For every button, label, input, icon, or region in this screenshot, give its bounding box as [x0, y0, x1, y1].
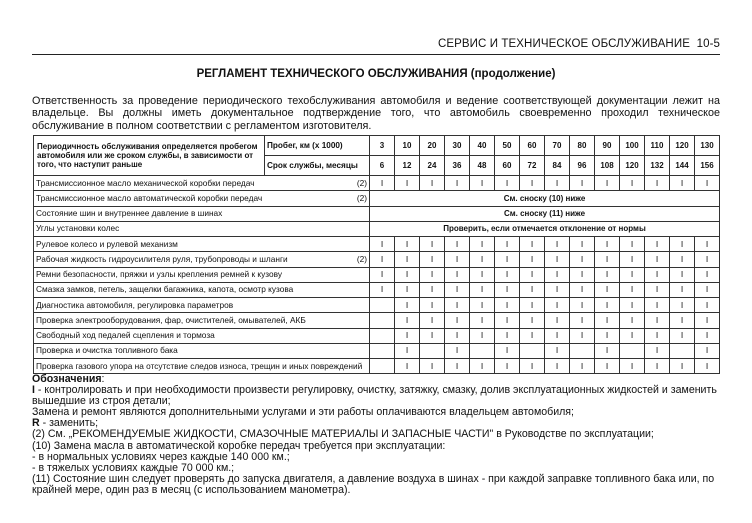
mark-cell: I — [570, 298, 595, 313]
legend-i-line — [32, 385, 722, 407]
months-value: 84 — [545, 156, 570, 176]
mark-cell: I — [570, 313, 595, 328]
operation-name: Свободный ход педалей сцепления и тормоза — [36, 330, 215, 341]
mark-cell: I — [445, 252, 470, 267]
mark-cell: I — [695, 176, 720, 191]
mark-cell: I — [470, 252, 495, 267]
mark-cell: I — [620, 237, 645, 252]
mark-cell: I — [520, 282, 545, 297]
mark-cell: I — [570, 237, 595, 252]
mark-cell: I — [445, 267, 470, 282]
mark-cell: I — [545, 328, 570, 343]
table-row — [34, 191, 720, 206]
mark-cell — [520, 343, 545, 358]
legend-i-text: - контролировать и при необходимости произвести регулировку, очистку, затяжку, смазку, долив эксплуатационных жидкостей и заменить вышедшие из строя детали; — [32, 384, 717, 408]
mark-cell: I — [445, 298, 470, 313]
mark-cell: I — [545, 267, 570, 282]
legend-line2: Замена и ремонт являются дополнительными услугами и эти работы оплачиваются владельцем автомобиля; — [32, 406, 574, 419]
mark-cell: I — [395, 359, 420, 374]
table-row — [34, 282, 720, 297]
mark-cell: I — [370, 267, 395, 282]
mark-cell: I — [395, 176, 420, 191]
mark-cell: I — [520, 267, 545, 282]
mark-cell: I — [670, 328, 695, 343]
mark-cell — [370, 359, 395, 374]
mark-cell — [370, 313, 395, 328]
operation-name: Рулевое колесо и рулевой механизм — [36, 238, 178, 249]
mark-cell: I — [395, 328, 420, 343]
mark-cell: I — [545, 237, 570, 252]
months-value: 6 — [370, 156, 395, 176]
operation-cell-content — [36, 253, 367, 266]
mark-cell: I — [620, 282, 645, 297]
legend-title-colon: : — [101, 373, 105, 385]
mark-cell: I — [395, 298, 420, 313]
mileage-value: 60 — [520, 136, 545, 156]
mark-cell: I — [645, 343, 670, 358]
table-row — [34, 359, 720, 374]
operation-name: Проверка и очистка топливного бака — [36, 345, 178, 356]
mark-cell: I — [445, 237, 470, 252]
mark-cell: I — [420, 313, 445, 328]
mileage-value: 40 — [470, 136, 495, 156]
months-value: 72 — [520, 156, 545, 176]
operation-cell-content — [36, 299, 367, 312]
mark-cell: I — [520, 237, 545, 252]
mark-cell: I — [695, 328, 720, 343]
months-value: 144 — [670, 156, 695, 176]
operation-cell-content — [36, 360, 367, 373]
mark-cell: I — [595, 359, 620, 374]
page-header — [32, 38, 720, 55]
mark-cell: I — [470, 359, 495, 374]
mark-cell: I — [370, 176, 395, 191]
legend-note-2: (2) См. „РЕКОМЕНДУЕМЫЕ ЖИДКОСТИ, СМАЗОЧНЫЕ МАТЕРИАЛЫ И ЗАПАСНЫЕ ЧАСТИ" в Руководстве по эксплуатации; — [32, 428, 654, 441]
operation-name: Проверка газового упора на отсутствие следов износа, трещин и иных повреждений — [36, 360, 363, 371]
operation-cell — [34, 343, 370, 358]
operation-cell-content — [36, 268, 367, 281]
mark-cell: I — [695, 359, 720, 374]
mark-cell: I — [370, 237, 395, 252]
mark-cell: I — [395, 282, 420, 297]
span-note-cell: Проверить, если отмечается отклонение от нормы — [370, 221, 720, 236]
mark-cell: I — [570, 176, 595, 191]
mark-cell: I — [545, 343, 570, 358]
months-value: 132 — [645, 156, 670, 176]
mark-cell: I — [620, 359, 645, 374]
operation-cell — [34, 267, 370, 282]
mileage-value: 50 — [495, 136, 520, 156]
header-row-mileage — [34, 136, 720, 156]
mark-cell: I — [645, 176, 670, 191]
mark-cell: I — [620, 267, 645, 282]
operation-name: Трансмиссионное масло автоматической коробки передач — [36, 192, 263, 203]
mark-cell: I — [495, 343, 520, 358]
mark-cell: I — [620, 313, 645, 328]
mark-cell: I — [595, 282, 620, 297]
mark-cell: I — [645, 313, 670, 328]
operation-cell — [34, 282, 370, 297]
months-value: 156 — [695, 156, 720, 176]
page-number: 10-5 — [696, 38, 720, 50]
operation-cell — [34, 252, 370, 267]
operation-cell — [34, 221, 370, 236]
maintenance-schedule-table — [33, 135, 720, 374]
months-value: 48 — [470, 156, 495, 176]
mark-cell: I — [695, 343, 720, 358]
mark-cell: I — [645, 298, 670, 313]
operation-cell-content — [36, 192, 367, 205]
legend-note-10: (10) Замена масла в автоматической коробке передач требуется при эксплуатации: — [32, 439, 446, 452]
mark-cell: I — [395, 313, 420, 328]
mark-cell — [470, 343, 495, 358]
mark-cell: I — [595, 237, 620, 252]
mark-cell: I — [545, 298, 570, 313]
operation-cell-content — [36, 314, 367, 327]
months-value: 36 — [445, 156, 470, 176]
mark-cell — [620, 343, 645, 358]
mark-cell: I — [520, 252, 545, 267]
mark-cell: I — [420, 267, 445, 282]
operation-note: (2) — [356, 253, 367, 264]
legend-i-key: I — [32, 384, 35, 397]
mark-cell — [370, 328, 395, 343]
table-row — [34, 298, 720, 313]
mileage-value: 10 — [395, 136, 420, 156]
mark-cell — [420, 343, 445, 358]
mark-cell: I — [470, 282, 495, 297]
mark-cell: I — [545, 252, 570, 267]
operation-name: Состояние шин и внутреннее давление в шинах — [36, 208, 223, 219]
mark-cell: I — [695, 237, 720, 252]
mark-cell: I — [445, 328, 470, 343]
mileage-value: 90 — [595, 136, 620, 156]
table-row — [34, 206, 720, 221]
mark-cell: I — [695, 298, 720, 313]
legend-r-key: R — [32, 417, 40, 430]
mark-cell: I — [570, 328, 595, 343]
mileage-value: 120 — [670, 136, 695, 156]
mark-cell: I — [495, 359, 520, 374]
table-row — [34, 221, 720, 236]
mark-cell: I — [645, 252, 670, 267]
mileage-value: 3 — [370, 136, 395, 156]
operation-name: Смазка замков, петель, защелки багажника, капота, осмотр кузова — [36, 284, 294, 295]
mark-cell: I — [370, 282, 395, 297]
months-label: Срок службы, месяцы — [265, 156, 370, 176]
mark-cell: I — [470, 267, 495, 282]
table-row — [34, 176, 720, 191]
operation-cell — [34, 191, 370, 206]
operation-cell-content — [36, 283, 367, 296]
mark-cell — [670, 343, 695, 358]
mark-cell: I — [620, 298, 645, 313]
mark-cell: I — [395, 267, 420, 282]
table-row — [34, 343, 720, 358]
table-row — [34, 252, 720, 267]
mark-cell: I — [545, 313, 570, 328]
running-header — [438, 38, 720, 50]
mark-cell: I — [670, 282, 695, 297]
mark-cell: I — [470, 176, 495, 191]
months-value: 60 — [495, 156, 520, 176]
mileage-value: 70 — [545, 136, 570, 156]
operation-cell — [34, 237, 370, 252]
mark-cell: I — [445, 359, 470, 374]
mark-cell: I — [670, 176, 695, 191]
mark-cell: I — [520, 313, 545, 328]
legend-note-10a: - в нормальных условиях через каждые 140 000 км.; — [32, 450, 290, 463]
mark-cell: I — [470, 298, 495, 313]
months-value: 120 — [620, 156, 645, 176]
mark-cell — [570, 343, 595, 358]
mark-cell: I — [545, 359, 570, 374]
mark-cell: I — [570, 359, 595, 374]
mark-cell — [370, 298, 395, 313]
mark-cell: I — [520, 359, 545, 374]
mark-cell: I — [645, 267, 670, 282]
mark-cell: I — [570, 282, 595, 297]
mark-cell: I — [670, 237, 695, 252]
mark-cell: I — [645, 237, 670, 252]
mileage-label: Пробег, км (х 1000) — [265, 136, 370, 156]
operation-note: (2) — [356, 192, 367, 203]
mark-cell — [370, 343, 395, 358]
mark-cell: I — [595, 298, 620, 313]
mileage-value: 80 — [570, 136, 595, 156]
mark-cell: I — [495, 328, 520, 343]
mark-cell: I — [595, 343, 620, 358]
mark-cell: I — [445, 176, 470, 191]
mark-cell: I — [420, 252, 445, 267]
mark-cell: I — [370, 252, 395, 267]
document-title: РЕГЛАМЕНТ ТЕХНИЧЕСКОГО ОБСЛУЖИВАНИЯ (продолжение) — [196, 68, 556, 80]
months-value: 108 — [595, 156, 620, 176]
operation-name: Трансмиссионное масло механической коробки передач — [36, 177, 255, 188]
operation-cell-content — [36, 344, 367, 357]
mark-cell: I — [670, 313, 695, 328]
mark-cell: I — [670, 252, 695, 267]
mark-cell: I — [595, 267, 620, 282]
mark-cell: I — [620, 176, 645, 191]
table-row — [34, 313, 720, 328]
mark-cell: I — [420, 298, 445, 313]
mark-cell: I — [495, 237, 520, 252]
mileage-value: 30 — [445, 136, 470, 156]
mark-cell: I — [420, 328, 445, 343]
operation-cell — [34, 359, 370, 374]
mark-cell: I — [495, 298, 520, 313]
operation-cell — [34, 328, 370, 343]
operation-cell-content — [36, 222, 367, 235]
legend — [32, 374, 722, 496]
operation-cell-content — [36, 207, 367, 220]
mark-cell: I — [670, 359, 695, 374]
legend-note-11: (11) Состояние шин следует проверять до запуска двигателя, а давление воздуха в шинах - при каждой заправке топливного бака или, по крайней мере, один раз в месяц (с использованием манометра). — [32, 472, 715, 496]
mark-cell: I — [495, 252, 520, 267]
mark-cell: I — [495, 282, 520, 297]
mark-cell: I — [520, 298, 545, 313]
span-note-cell: См. сноску (11) ниже — [370, 206, 720, 221]
operation-cell — [34, 176, 370, 191]
operation-cell — [34, 313, 370, 328]
months-value: 12 — [395, 156, 420, 176]
mark-cell: I — [620, 252, 645, 267]
mark-cell: I — [470, 328, 495, 343]
span-note-cell: См. сноску (10) ниже — [370, 191, 720, 206]
mark-cell: I — [395, 343, 420, 358]
table-row — [34, 237, 720, 252]
operation-name: Углы установки колес — [36, 223, 120, 234]
mark-cell: I — [595, 176, 620, 191]
operation-name: Проверка электрооборудования, фар, очистителей, омывателей, АКБ — [36, 314, 306, 325]
operation-name: Рабочая жидкость гидроусилителя руля, трубопроводы и шланги — [36, 253, 288, 264]
legend-note-10b: - в тяжелых условиях каждые 70 000 км.; — [32, 461, 235, 474]
operation-note: (2) — [356, 177, 367, 188]
mark-cell: I — [520, 328, 545, 343]
table-row — [34, 328, 720, 343]
intro-paragraph: Ответственность за проведение периодического техобслуживания автомобиля и ведение соответствующей документации лежит на владельце. Вы должны иметь документальное подтверждение того, что автомобиль своевременно проходил техническое обслуживание в полном соответствии с регламентом изготовителя. — [32, 95, 720, 132]
mileage-value: 110 — [645, 136, 670, 156]
legend-r-text: - заменить; — [39, 417, 99, 430]
mark-cell: I — [520, 176, 545, 191]
mark-cell: I — [645, 328, 670, 343]
mark-cell: I — [395, 252, 420, 267]
operation-cell — [34, 298, 370, 313]
interval-header: Периодичность обслуживания определяется пробегом автомобиля или же сроком службы, в зависимости от того, что наступит раньше — [34, 136, 265, 176]
mark-cell: I — [645, 359, 670, 374]
mileage-value: 130 — [695, 136, 720, 156]
mark-cell: I — [445, 313, 470, 328]
operation-cell-content — [36, 329, 367, 342]
mark-cell: I — [570, 252, 595, 267]
mark-cell: I — [495, 176, 520, 191]
mark-cell: I — [420, 237, 445, 252]
operation-name: Диагностика автомобиля, регулировка параметров — [36, 299, 234, 310]
mark-cell: I — [545, 176, 570, 191]
legend-title: Обозначения — [32, 373, 102, 385]
mark-cell: I — [695, 282, 720, 297]
mark-cell: I — [420, 176, 445, 191]
mark-cell: I — [495, 267, 520, 282]
mark-cell: I — [470, 313, 495, 328]
mark-cell: I — [595, 252, 620, 267]
operation-cell-content — [36, 177, 367, 190]
mark-cell: I — [395, 237, 420, 252]
mark-cell: I — [495, 313, 520, 328]
operation-cell — [34, 206, 370, 221]
mileage-value: 20 — [420, 136, 445, 156]
mark-cell: I — [670, 298, 695, 313]
mark-cell: I — [420, 359, 445, 374]
mark-cell: I — [695, 313, 720, 328]
mark-cell: I — [695, 267, 720, 282]
section-title: СЕРВИС И ТЕХНИЧЕСКОЕ ОБСЛУЖИВАНИЕ — [437, 38, 690, 50]
mark-cell: I — [470, 237, 495, 252]
mark-cell: I — [545, 282, 570, 297]
months-value: 24 — [420, 156, 445, 176]
mark-cell: I — [595, 313, 620, 328]
mark-cell: I — [695, 252, 720, 267]
mark-cell: I — [445, 282, 470, 297]
mark-cell: I — [445, 343, 470, 358]
mark-cell: I — [420, 282, 445, 297]
mileage-value: 100 — [620, 136, 645, 156]
mark-cell: I — [645, 282, 670, 297]
operation-cell-content — [36, 238, 367, 251]
mark-cell: I — [670, 267, 695, 282]
table-row — [34, 267, 720, 282]
mark-cell: I — [570, 267, 595, 282]
mark-cell: I — [620, 328, 645, 343]
operation-name: Ремни безопасности, пряжки и узлы крепления ремней к кузову — [36, 269, 283, 280]
mark-cell: I — [595, 328, 620, 343]
months-value: 96 — [570, 156, 595, 176]
